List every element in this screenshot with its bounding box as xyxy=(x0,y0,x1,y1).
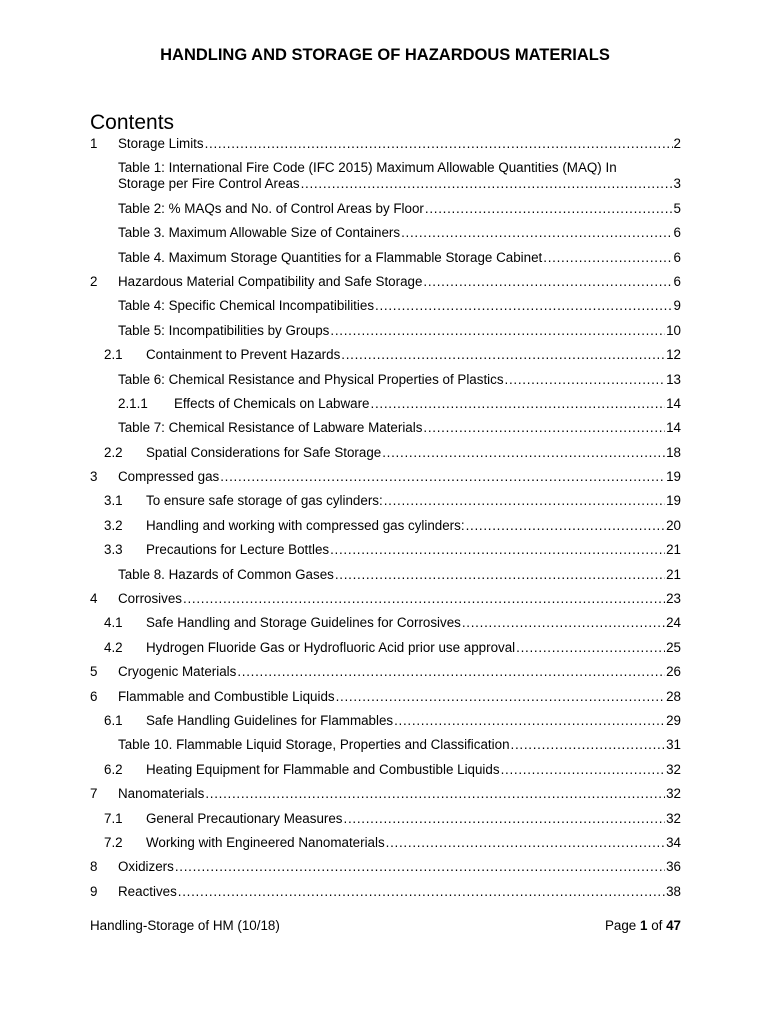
toc-dot-leader xyxy=(386,835,665,851)
toc-entry-title: Corrosives xyxy=(118,591,182,607)
toc-entry-title: Hydrogen Fluoride Gas or Hydrofluoric Acid prior use approval xyxy=(146,639,516,655)
toc-entry-title: Heating Equipment for Flammable and Combustible Liquids xyxy=(146,761,500,777)
toc-dot-leader xyxy=(394,713,665,729)
toc-dot-leader xyxy=(335,567,665,583)
toc-entry-number: 3.3 xyxy=(104,542,123,558)
toc-entry[interactable] xyxy=(90,762,681,778)
toc-entry[interactable] xyxy=(90,445,681,461)
toc-entry-page: 31 xyxy=(666,737,681,753)
toc-dot-leader xyxy=(336,689,666,705)
footer-page-word: Page xyxy=(604,918,637,933)
toc-entry-title: Effects of Chemicals on Labware xyxy=(174,395,370,411)
toc-entry-number: 6 xyxy=(90,688,98,704)
toc-entry-page: 20 xyxy=(666,517,681,533)
footer-total-pages: 47 xyxy=(666,918,681,933)
toc-dot-leader xyxy=(183,591,665,607)
toc-dot-leader xyxy=(543,250,672,266)
toc-entry[interactable] xyxy=(90,835,681,851)
toc-entry[interactable] xyxy=(90,689,681,705)
toc-entry-number: 3 xyxy=(90,469,98,485)
toc-entry[interactable] xyxy=(90,323,681,339)
toc-dot-leader xyxy=(330,323,665,339)
toc-entry-number: 8 xyxy=(90,859,98,875)
toc-entry-title: Storage Limits xyxy=(118,136,204,151)
toc-dot-leader xyxy=(205,786,665,802)
toc-entry-number: 2.1 xyxy=(104,347,123,363)
toc-entry-page: 32 xyxy=(666,761,681,777)
toc-dot-leader xyxy=(501,762,666,778)
toc-dot-leader xyxy=(301,176,673,192)
toc-entry-number: 4 xyxy=(90,591,98,607)
toc-entry-title: Working with Engineered Nanomaterials xyxy=(146,834,385,850)
toc-dot-leader xyxy=(344,811,666,827)
toc-dot-leader xyxy=(423,274,672,290)
toc-dot-leader xyxy=(220,469,665,485)
toc-entry-title: Table 2: % MAQs and No. of Control Areas by Floor xyxy=(118,200,424,216)
toc-entry[interactable] xyxy=(90,372,681,388)
toc-dot-leader xyxy=(384,493,665,509)
toc-entry[interactable] xyxy=(90,664,681,680)
toc-entry[interactable] xyxy=(90,201,681,217)
toc-entry[interactable] xyxy=(90,615,681,631)
toc-entry-title: Cryogenic Materials xyxy=(118,664,237,680)
toc-entry-number: 7.1 xyxy=(104,810,123,826)
toc-entry[interactable] xyxy=(90,640,681,656)
toc-entry-page: 9 xyxy=(673,298,681,314)
toc-entry-title: Table 3. Maximum Allowable Size of Containers xyxy=(118,225,401,241)
toc-entry-title: Hazardous Material Compatibility and Safe Storage xyxy=(118,273,423,289)
toc-dot-leader xyxy=(330,542,665,558)
toc-entry-page: 12 xyxy=(666,347,681,363)
footer-of-word: of xyxy=(651,918,663,933)
toc-entry[interactable] xyxy=(90,160,681,192)
toc-entry-page: 14 xyxy=(666,395,681,411)
toc-entry-title: Safe Handling and Storage Guidelines for Corrosives xyxy=(146,615,461,631)
footer-page-number xyxy=(605,918,681,933)
toc-entry-page: 14 xyxy=(666,420,681,436)
toc-entry-number: 4.1 xyxy=(104,615,123,631)
toc-entry-title: Table 10. Flammable Liquid Storage, Properties and Classification xyxy=(118,737,510,753)
toc-entry[interactable] xyxy=(90,518,681,534)
toc-entry[interactable] xyxy=(90,737,681,753)
toc-entry[interactable] xyxy=(90,274,681,290)
toc-entry-page: 18 xyxy=(666,444,681,460)
toc-dot-leader xyxy=(371,396,666,412)
toc-entry-title: Handling and working with compressed gas cylinders: xyxy=(146,517,465,533)
toc-entry[interactable] xyxy=(90,225,681,241)
toc-entry[interactable] xyxy=(90,469,681,485)
toc-entry[interactable] xyxy=(90,811,681,827)
toc-entry-title: Table 4. Maximum Storage Quantities for a Flammable Storage Cabinet xyxy=(118,249,543,265)
toc-dot-leader xyxy=(505,372,666,388)
toc-entry-page: 2 xyxy=(673,136,681,151)
toc-dot-leader xyxy=(382,445,665,461)
toc-entry-title: Table 7: Chemical Resistance of Labware Materials xyxy=(118,420,423,436)
toc-dot-leader xyxy=(462,615,665,631)
toc-entry-title: Table 4: Specific Chemical Incompatibilities xyxy=(118,298,375,314)
toc-entry-page: 29 xyxy=(666,712,681,728)
toc-entry[interactable] xyxy=(90,493,681,509)
toc-dot-leader xyxy=(423,420,665,436)
toc-entry-title: Spatial Considerations for Safe Storage xyxy=(146,444,382,460)
toc-entry-page: 5 xyxy=(673,200,681,216)
toc-entry[interactable] xyxy=(90,136,681,152)
toc-entry-title: Precautions for Lecture Bottles xyxy=(146,542,330,558)
toc-entry-page: 26 xyxy=(666,664,681,680)
toc-entry[interactable] xyxy=(90,542,681,558)
toc-entry-title: Flammable and Combustible Liquids xyxy=(118,688,335,704)
toc-entry-number: 4.2 xyxy=(104,639,123,655)
toc-entry-title: To ensure safe storage of gas cylinders: xyxy=(146,493,383,509)
toc-entry[interactable] xyxy=(90,250,681,266)
toc-entry-title: General Precautionary Measures xyxy=(146,810,343,826)
toc-entry-page: 21 xyxy=(666,566,681,582)
toc-entry-title: Safe Handling Guidelines for Flammables xyxy=(146,712,394,728)
toc-entry[interactable] xyxy=(90,567,681,583)
table-of-contents xyxy=(90,136,681,908)
toc-entry-title: Containment to Prevent Hazards xyxy=(146,347,341,363)
toc-dot-leader xyxy=(511,737,666,753)
toc-entry-number: 5 xyxy=(90,664,98,680)
toc-entry-number: 2.1.1 xyxy=(118,395,148,411)
toc-entry-title: Table 6: Chemical Resistance and Physical Properties of Plastics xyxy=(118,371,504,387)
toc-entry-title: Table 8. Hazards of Common Gases xyxy=(118,566,334,582)
toc-dot-leader xyxy=(401,225,672,241)
toc-dot-leader xyxy=(425,201,673,217)
toc-entry[interactable] xyxy=(90,396,681,412)
toc-dot-leader xyxy=(205,136,673,152)
toc-dot-leader xyxy=(237,664,665,680)
toc-entry-page: 38 xyxy=(666,883,681,899)
toc-entry[interactable] xyxy=(90,859,681,875)
toc-entry-number: 6.1 xyxy=(104,712,123,728)
toc-entry-page: 36 xyxy=(666,859,681,875)
toc-entry[interactable] xyxy=(90,298,681,314)
toc-entry-number: 3.2 xyxy=(104,517,123,533)
toc-entry-title: Reactives xyxy=(118,883,177,899)
toc-entry-page: 24 xyxy=(666,615,681,631)
toc-entry-title: Compressed gas xyxy=(118,469,220,485)
toc-entry-page: 25 xyxy=(666,639,681,655)
footer-document-label: Handling-Storage of HM (10/18) xyxy=(90,918,280,933)
toc-entry-number: 3.1 xyxy=(104,493,123,509)
toc-entry[interactable] xyxy=(90,420,681,436)
toc-entry-page: 13 xyxy=(666,371,681,387)
toc-entry[interactable] xyxy=(90,786,681,802)
toc-entry-title-continued: Storage per Fire Control Areas xyxy=(118,176,300,192)
toc-entry-title: Oxidizers xyxy=(118,859,174,875)
toc-entry-page: 10 xyxy=(666,322,681,338)
toc-entry[interactable] xyxy=(90,713,681,729)
toc-entry-number: 2 xyxy=(90,273,98,289)
toc-entry-page: 6 xyxy=(673,225,681,241)
contents-heading: Contents xyxy=(90,111,175,134)
toc-entry-page: 28 xyxy=(666,688,681,704)
toc-entry-page: 6 xyxy=(673,249,681,265)
toc-entry-title: Table 1: International Fire Code (IFC 2015) Maximum Allowable Quantities (MAQ) In xyxy=(118,160,617,176)
toc-entry-number: 9 xyxy=(90,883,98,899)
toc-dot-leader xyxy=(178,884,665,900)
toc-entry-number: 6.2 xyxy=(104,761,123,777)
footer-current-page: 1 xyxy=(640,918,648,933)
toc-entry-number: 1 xyxy=(90,136,98,151)
toc-entry-page: 32 xyxy=(666,810,681,826)
toc-entry-page: 34 xyxy=(666,834,681,850)
toc-entry[interactable] xyxy=(90,591,681,607)
toc-entry-page: 23 xyxy=(666,591,681,607)
toc-entry-number: 7 xyxy=(90,786,98,802)
toc-dot-leader xyxy=(466,518,666,534)
toc-entry-page: 3 xyxy=(673,176,681,192)
toc-dot-leader xyxy=(375,298,673,314)
toc-entry[interactable] xyxy=(90,347,681,363)
toc-entry-page: 6 xyxy=(673,273,681,289)
toc-entry-title: Table 5: Incompatibilities by Groups xyxy=(118,322,330,338)
toc-entry-page: 32 xyxy=(666,786,681,802)
toc-entry-number: 2.2 xyxy=(104,444,123,460)
toc-entry-title: Nanomaterials xyxy=(118,786,205,802)
document-title: HANDLING AND STORAGE OF HAZARDOUS MATERIALS xyxy=(160,46,610,64)
toc-entry-number: 7.2 xyxy=(104,834,123,850)
page-footer xyxy=(90,918,681,933)
toc-dot-leader xyxy=(341,347,665,363)
toc-entry-page: 21 xyxy=(666,542,681,558)
toc-entry-page: 19 xyxy=(666,493,681,509)
toc-entry-page: 19 xyxy=(666,469,681,485)
toc-entry[interactable] xyxy=(90,884,681,900)
toc-dot-leader xyxy=(516,640,665,656)
toc-dot-leader xyxy=(175,859,665,875)
